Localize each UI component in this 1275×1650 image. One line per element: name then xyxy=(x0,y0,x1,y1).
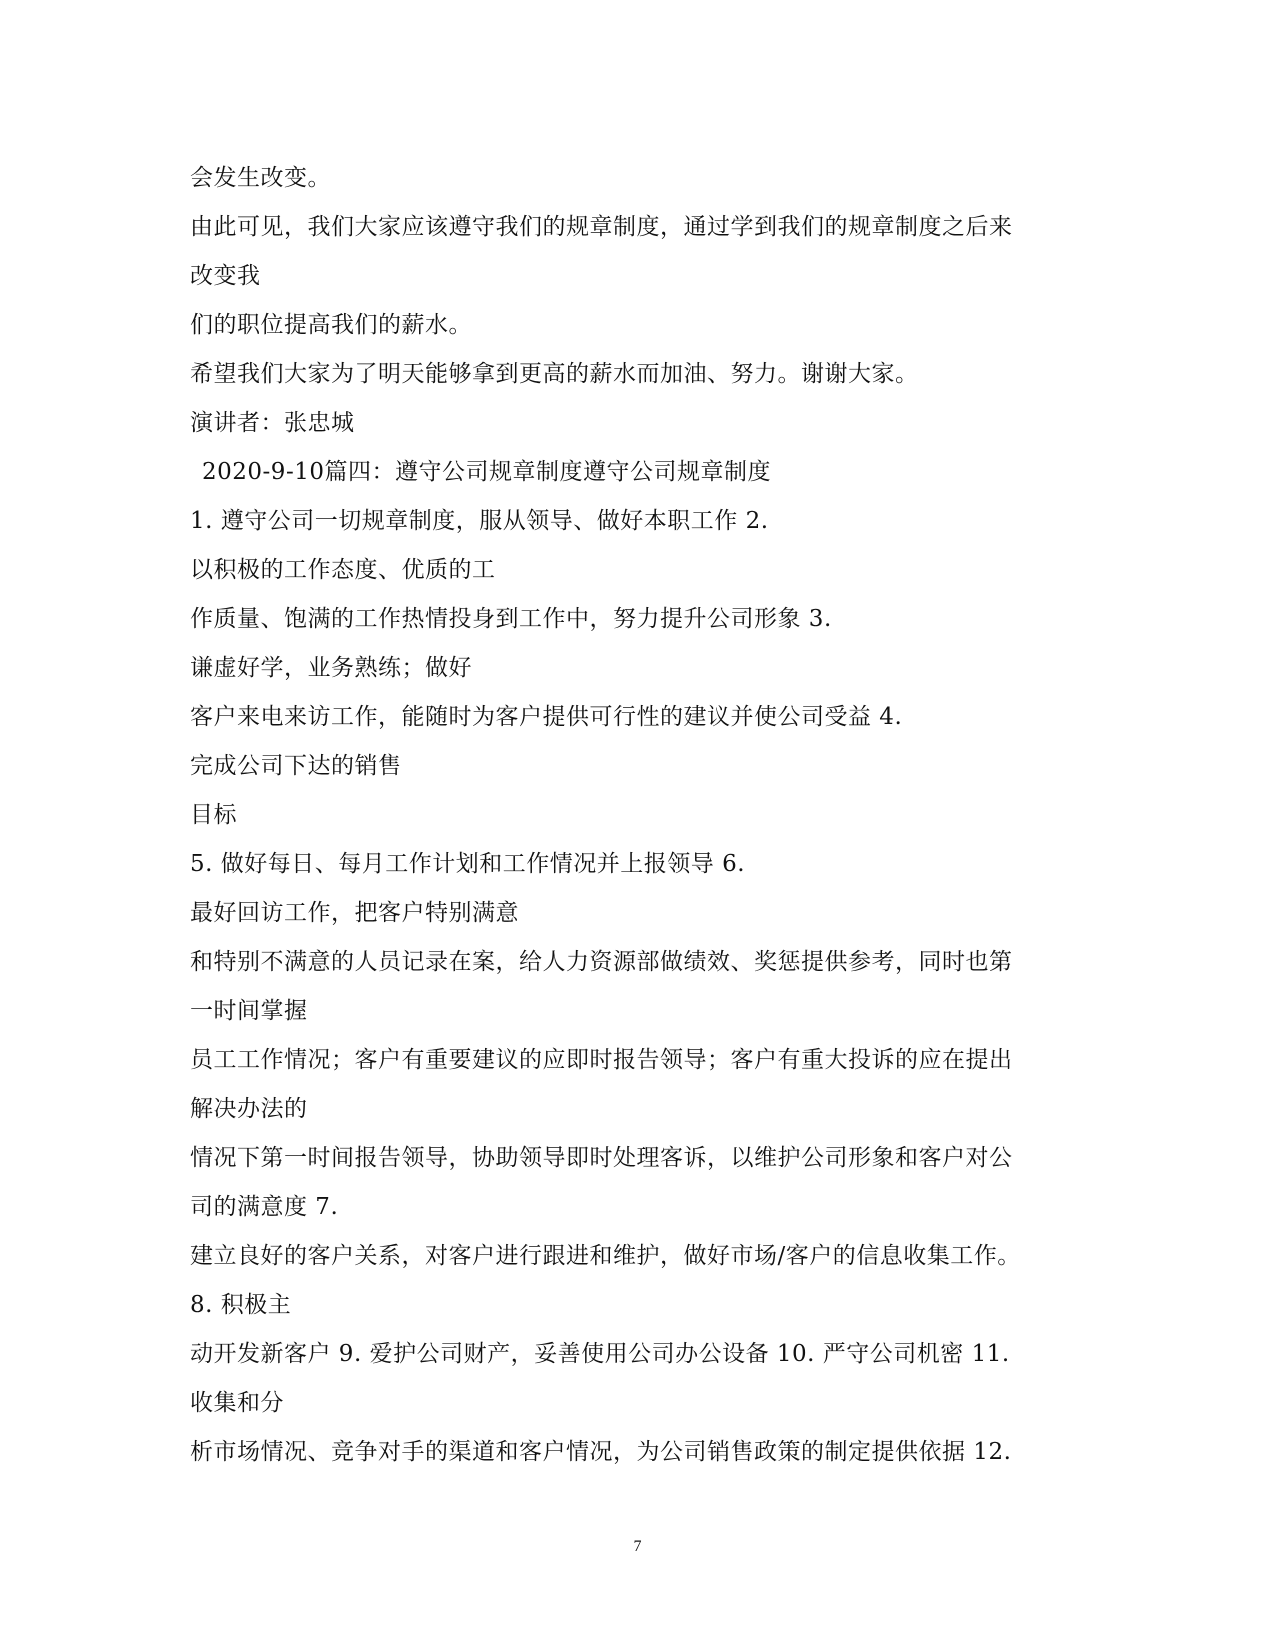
text-line: 和特别不满意的人员记录在案，给人力资源部做绩效、奖惩提供参考，同时也第 xyxy=(190,949,1013,975)
text-line: 情况下第一时间报告领导，协助领导即时处理客诉，以维护公司形象和客户对公 xyxy=(190,1145,1013,1171)
text-line: 最好回访工作，把客户特别满意 xyxy=(190,900,519,926)
body-text xyxy=(190,154,1080,1477)
section-heading: 2020-9-10篇四：遵守公司规章制度遵守公司规章制度 xyxy=(202,459,771,485)
text-line: 动开发新客户 9. 爱护公司财产，妥善使用公司办公设备 10. 严守公司机密 11. xyxy=(190,1341,1010,1367)
text-line: 希望我们大家为了明天能够拿到更高的薪水而加油、努力。谢谢大家。 xyxy=(190,361,919,387)
text-line: 析市场情况、竞争对手的渠道和客户情况，为公司销售政策的制定提供依据 12. xyxy=(190,1439,1012,1465)
text-line: 目标 xyxy=(190,802,237,828)
text-line: 以积极的工作态度、优质的工 xyxy=(190,557,496,583)
page-number: 7 xyxy=(633,1538,642,1555)
text-line: 演讲者：张忠城 xyxy=(190,410,355,436)
text-line: 作质量、饱满的工作热情投身到工作中，努力提升公司形象 3. xyxy=(190,606,832,632)
text-line: 改变我 xyxy=(190,263,261,289)
text-line: 们的职位提高我们的薪水。 xyxy=(190,312,472,338)
text-line: 1. 遵守公司一切规章制度，服从领导、做好本职工作 2. xyxy=(190,508,769,534)
text-line: 员工工作情况；客户有重要建议的应即时报告领导；客户有重大投诉的应在提出 xyxy=(190,1047,1013,1073)
text-line: 建立良好的客户关系，对客户进行跟进和维护，做好市场/客户的信息收集工作。 xyxy=(190,1243,1021,1269)
text-line: 5. 做好每日、每月工作计划和工作情况并上报领导 6. xyxy=(190,851,746,877)
text-line: 解决办法的 xyxy=(190,1096,308,1122)
text-line: 收集和分 xyxy=(190,1390,284,1416)
text-line: 司的满意度 7. xyxy=(190,1194,339,1220)
text-line: 谦虚好学，业务熟练；做好 xyxy=(190,655,472,681)
text-line: 完成公司下达的销售 xyxy=(190,753,402,779)
text-line: 一时间掌握 xyxy=(190,998,308,1024)
text-line: 会发生改变。 xyxy=(190,165,331,191)
text-line: 客户来电来访工作，能随时为客户提供可行性的建议并使公司受益 4. xyxy=(190,704,903,730)
text-line: 由此可见，我们大家应该遵守我们的规章制度，通过学到我们的规章制度之后来 xyxy=(190,214,1013,240)
text-line: 8. 积极主 xyxy=(190,1292,292,1318)
